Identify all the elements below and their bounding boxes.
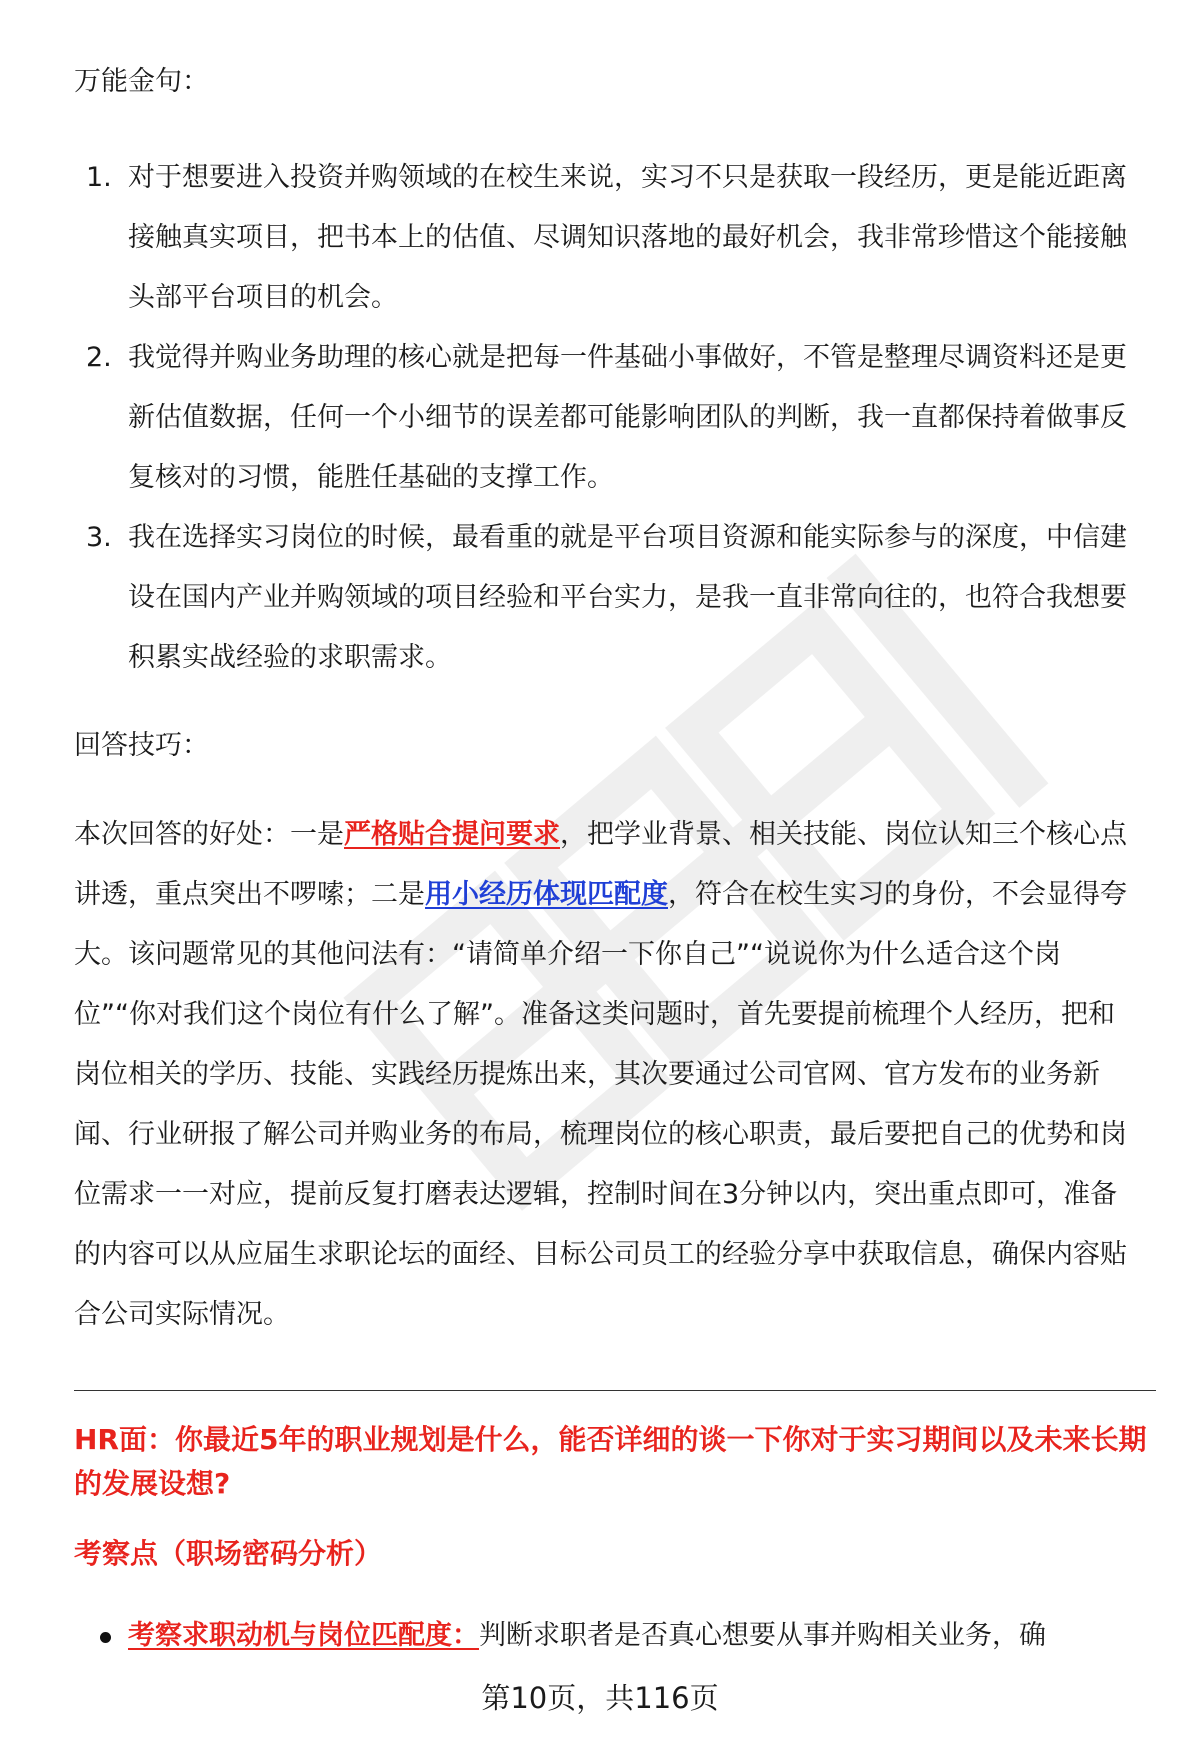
list-number: 3. bbox=[86, 522, 112, 553]
tips-label: 回答技巧： bbox=[74, 730, 209, 761]
page-footer: 第10页，共116页 bbox=[481, 1681, 719, 1715]
highlight-red: 考察求职动机与岗位匹配度： bbox=[128, 1620, 479, 1651]
list-text: 我在选择实习岗位的时候，最看重的就是平台项目资源和能实际参与的深度，中信建设在国内产业并购领域的项目经验和平台实力，是我一直非常向往的，也符合我想要积累实战经验的求职需求。 bbox=[128, 522, 1127, 673]
intro-label: 万能金句： bbox=[74, 66, 209, 97]
tips-text: ，符合在校生实习的身份，不会显得夸大。该问题常见的其他问法有：“请简单介绍一下你自己”“说说你为什么适合这个岗位”“你对我们这个岗位有什么了解”。准备这类问题时，首先要提前梳理个人经历，把和岗位相关的学历、技能、实践经历提炼出来，其次要通过公司官网、官方发布的业务新闻、行业研报了解公司并购业务的布局，梳理岗位的核心职责，最后要把自己的优势和岗位需求一一对应，提前反复打磨表达逻辑，控制时间在3分钟以内，突出重点即可，准备的内容可以从应届生求职论坛的面经、目标公司员工的经验分享中获取信息，确保内容贴合公司实际情况。 bbox=[74, 879, 1127, 1330]
bullet-item bbox=[74, 1606, 1194, 1666]
hr-question-heading: HR面：你最近5年的职业规划是什么，能否详细的谈一下你对于实习期间以及未来长期的发展设想? bbox=[74, 1423, 1147, 1500]
list-number: 1. bbox=[86, 162, 112, 193]
divider bbox=[74, 1390, 1156, 1391]
list-text: 我觉得并购业务助理的核心就是把每一件基础小事做好，不管是整理尽调资料还是更新估值数据，任何一个小细节的误差都可能影响团队的判断，我一直都保持着做事反复核对的习惯，能胜任基础的支撑工作。 bbox=[128, 342, 1127, 493]
bullet-dot-icon bbox=[100, 1632, 111, 1643]
tips-text: 本次回答的好处：一是 bbox=[74, 819, 344, 850]
section-title: 考察点（职场密码分析） bbox=[74, 1537, 383, 1570]
answer-list bbox=[74, 148, 1144, 688]
list-number: 2. bbox=[86, 342, 112, 373]
highlight-blue: 用小经历体现匹配度 bbox=[425, 879, 668, 910]
list-text: 对于想要进入投资并购领域的在校生来说，实习不只是获取一段经历，更是能近距离接触真实项目，把书本上的估值、尽调知识落地的最好机会，我非常珍惜这个能接触头部平台项目的机会。 bbox=[128, 162, 1127, 313]
list-item bbox=[74, 328, 1144, 508]
tips-paragraph bbox=[74, 805, 1140, 1345]
highlight-red: 严格贴合提问要求 bbox=[344, 819, 560, 850]
bullet-text: 判断求职者是否真心想要从事并购相关业务，确 bbox=[479, 1620, 1046, 1651]
list-item bbox=[74, 508, 1144, 688]
list-item bbox=[74, 148, 1144, 328]
tips-text: ，把学业背景、相关技能、岗位认知三个核心点讲透，重点突出不啰嗦；二是 bbox=[74, 819, 1127, 910]
